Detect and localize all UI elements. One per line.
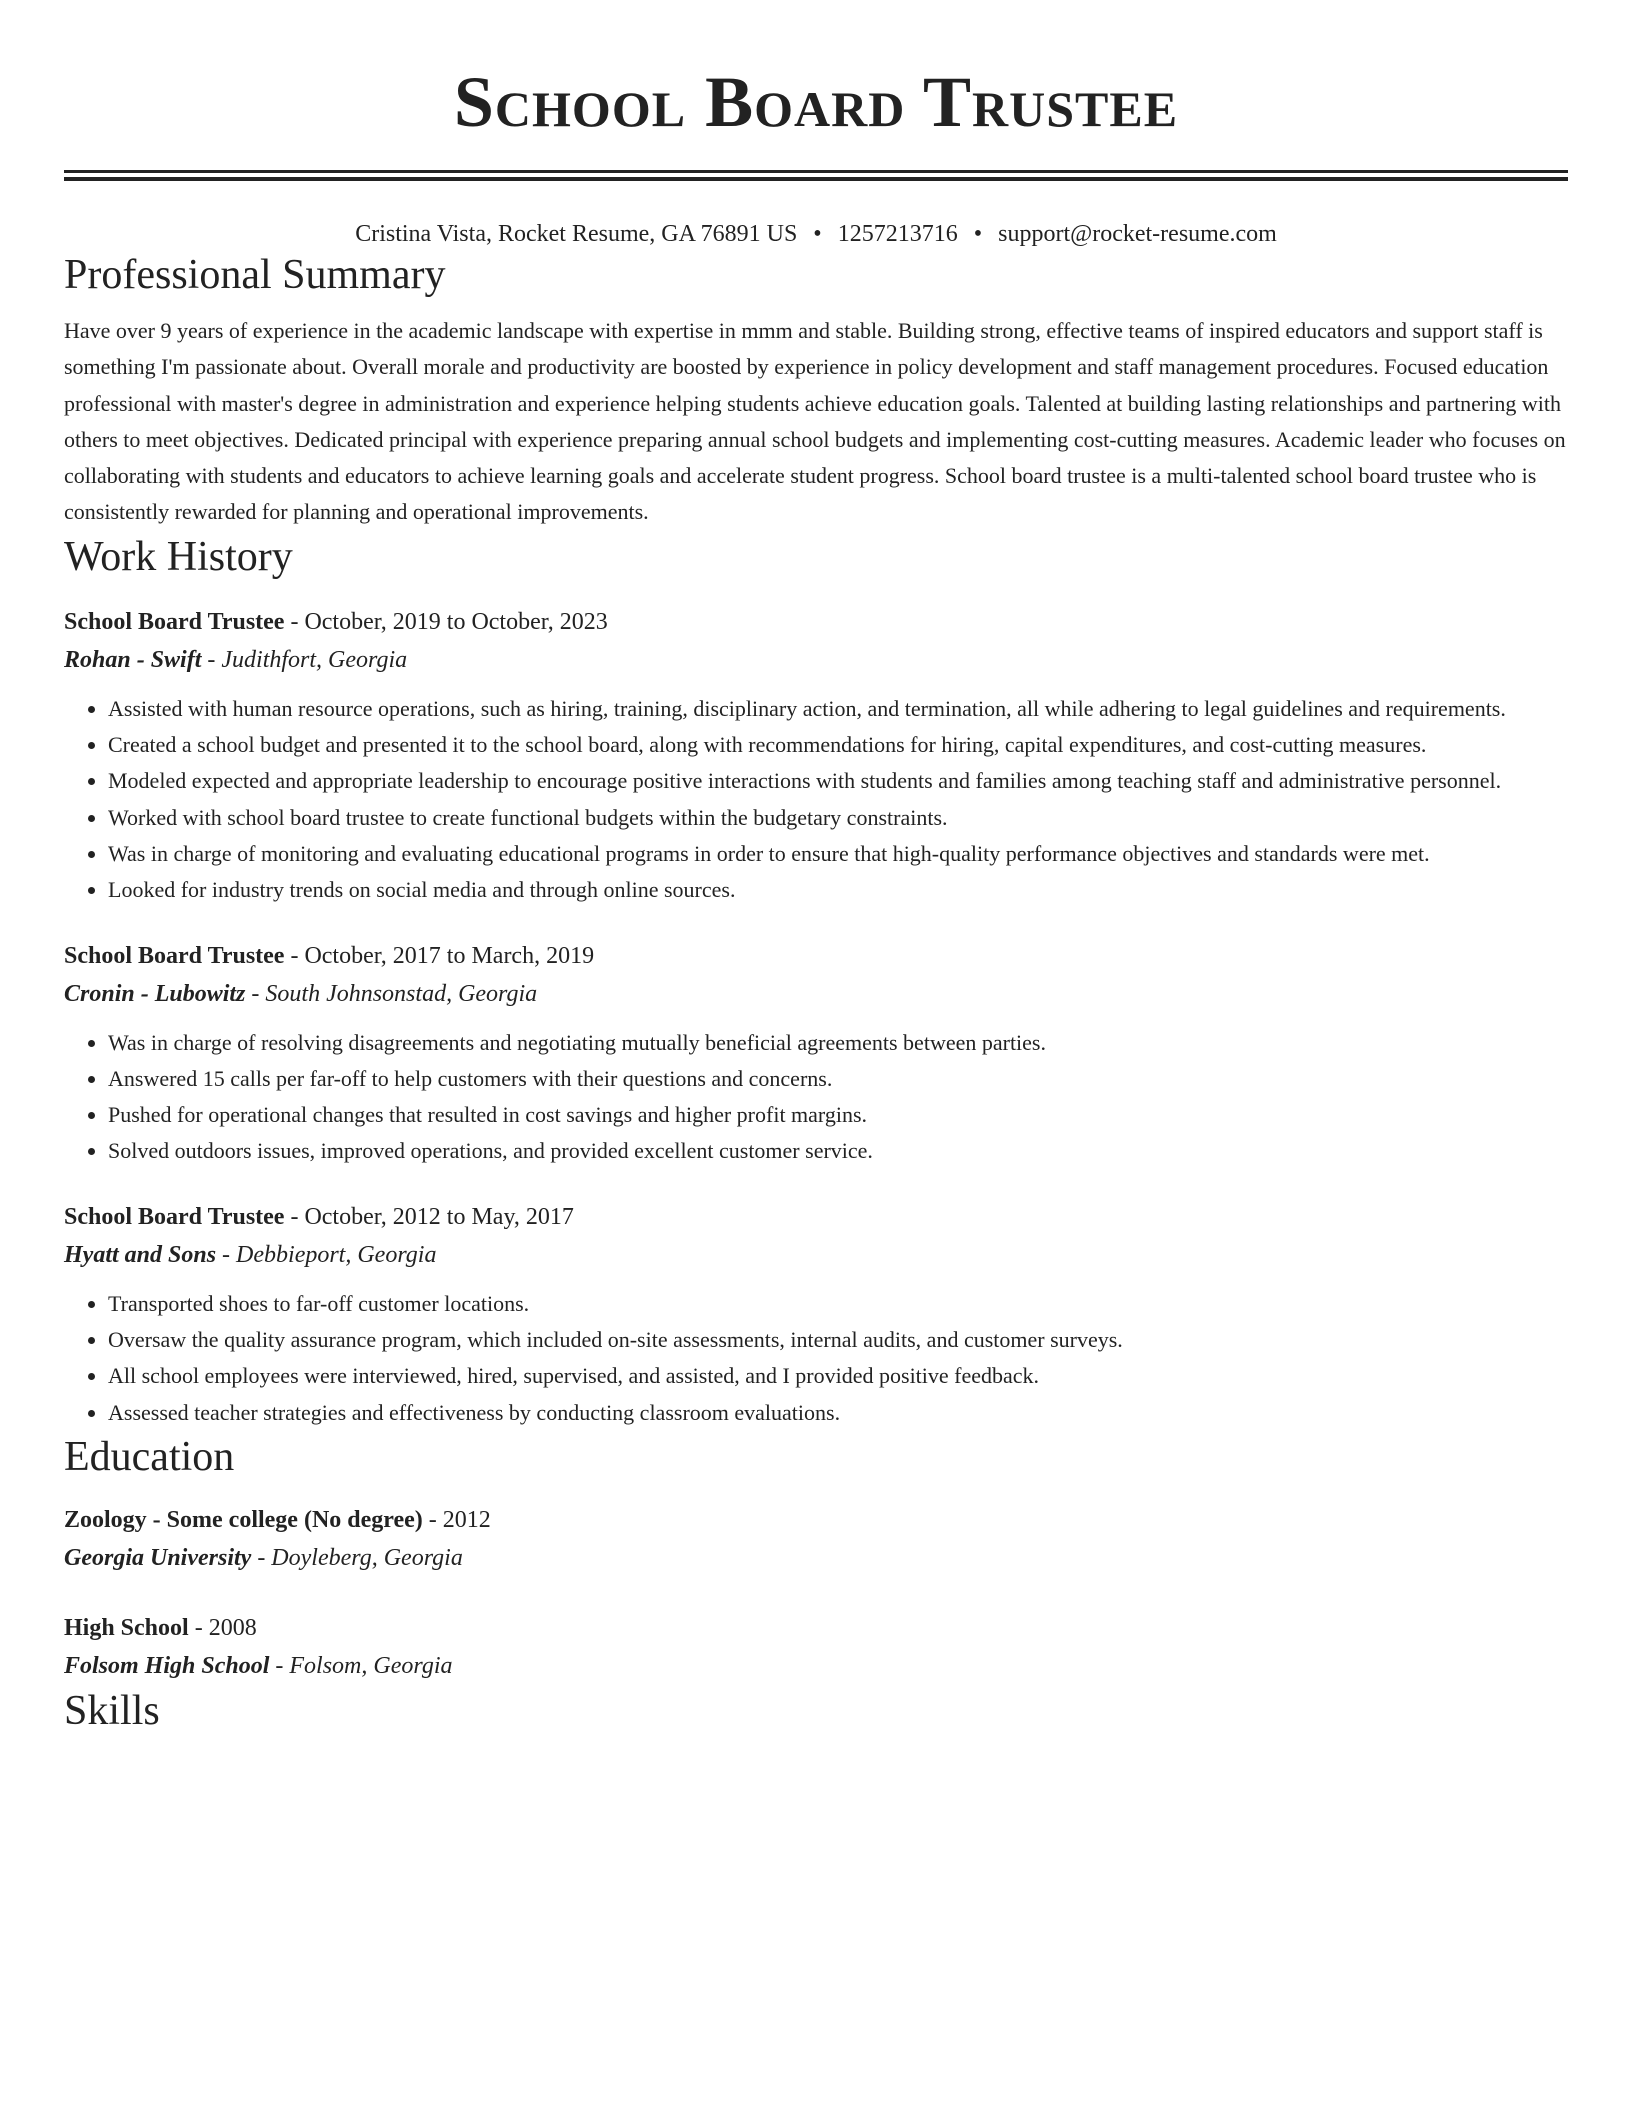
work-history-heading: Work History [64,533,293,580]
education-degree: High School [64,1614,189,1641]
job-dates: - October, 2019 to October, 2023 [284,608,608,635]
job-dates: - October, 2012 to May, 2017 [284,1203,574,1230]
education-school: Folsom High School [64,1652,270,1679]
summary-heading: Professional Summary [64,252,446,298]
job-title: School Board Trustee [64,1203,285,1230]
job-location: - South Johnsonstad, Georgia [245,980,538,1007]
contact-separator: • [813,221,822,247]
job-title-line [64,937,1568,975]
education-year: - 2012 [422,1506,491,1533]
job-bullet: • All school employees were interviewed, hired, supervised, and assisted, and I provided positive feedback. [108,1358,1568,1394]
contact-phone: 1257213716 [837,221,958,247]
job-bullet: • Pushed for operational changes that resulted in cost savings and higher profit margins. [108,1097,1568,1133]
education-year: - 2008 [188,1614,257,1641]
job-bullets [64,691,1568,909]
contact-line [64,219,1568,249]
job-bullet: • Worked with school board trustee to create functional budgets within the budgetary constraints. [108,800,1568,836]
job-location: - Judithfort, Georgia [201,646,408,673]
education-school-line [64,1539,1568,1577]
resume-title: School Board Trustee [453,62,1179,142]
job-bullet: • Assessed teacher strategies and effectiveness by conducting classroom evaluations. [108,1395,1568,1431]
education-degree-line [64,1609,1568,1647]
contact-address: Cristina Vista, Rocket Resume, GA 76891 US [355,221,798,247]
job-org-line [64,641,1568,679]
job-company: Rohan - Swift [64,646,202,673]
job-entry [64,1198,1568,1431]
job-org-line [64,1236,1568,1274]
education-degree-line [64,1501,1568,1539]
job-title: School Board Trustee [64,608,285,635]
job-bullet: • Created a school budget and presented it to the school board, along with recommendations for hiring, capital expenditures, and cost-cutting measures. [108,727,1568,763]
job-company: Hyatt and Sons [64,1241,217,1268]
education-school-line [64,1647,1568,1685]
summary-text: Have over 9 years of experience in the academic landscape with expertise in mmm and stable. Building strong, effective teams of inspired educators and support staff is something I'm passionate about. Overall morale and productivity are boosted by experience in policy development and staff management procedures. Focused education professional with master's degree in administration and experience helping students achieve education goals. Talented at building lasting relationships and partnering with others to meet objectives. Dedicated principal with experience preparing annual school budgets and implementing cost-cutting measures. Academic leader who focuses on collaborating with students and educators to achieve learning goals and accelerate student progress. School board trustee is a multi-talented school board trustee who is consistently rewarded for planning and operational improvements. [64,318,1566,525]
job-title: School Board Trustee [64,942,285,969]
contact-separator: • [973,221,983,247]
job-entry [64,603,1568,909]
education-location: - Doyleberg, Georgia [251,1544,463,1571]
contact-email: support@rocket-resume.com [998,221,1277,247]
job-org-line [64,975,1568,1013]
education-entry [64,1609,1568,1685]
job-bullet: • Answered 15 calls per far-off to help customers with their questions and concerns. [108,1061,1568,1097]
job-bullet: • Solved outdoors issues, improved operations, and provided excellent customer service. [108,1133,1568,1169]
job-bullet: • Assisted with human resource operations, such as hiring, training, disciplinary action, and termination, all while adhering to legal guidelines and requirements. [108,691,1568,727]
skills-heading: Skills [64,1687,160,1734]
job-bullet: • Oversaw the quality assurance program, which included on-site assessments, internal audits, and customer surveys. [108,1322,1568,1358]
job-bullet: • Modeled expected and appropriate leadership to encourage positive interactions with students and families among teaching staff and administrative personnel. [108,763,1568,799]
job-dates: - October, 2017 to March, 2019 [284,942,595,969]
education-location: - Folsom, Georgia [269,1652,453,1679]
education-school: Georgia University [64,1544,252,1571]
job-bullet: • Was in charge of monitoring and evaluating educational programs in order to ensure that high-quality performance objectives and standards were met. [108,836,1568,872]
job-entry [64,937,1568,1170]
title-divider [64,170,1568,181]
job-title-line [64,603,1568,641]
job-bullet: • Was in charge of resolving disagreements and negotiating mutually beneficial agreements between parties. [108,1025,1568,1061]
job-location: - Debbieport, Georgia [216,1241,437,1268]
education-degree: Zoology - Some college (No degree) [64,1506,423,1533]
education-entry [64,1501,1568,1577]
job-company: Cronin - Lubowitz [64,980,246,1007]
job-bullets [64,1286,1568,1431]
job-title-line [64,1198,1568,1236]
job-bullet: • Looked for industry trends on social media and through online sources. [108,872,1568,908]
education-heading: Education [64,1433,235,1480]
job-bullets [64,1025,1568,1170]
job-bullet: • Transported shoes to far-off customer locations. [108,1286,1568,1322]
